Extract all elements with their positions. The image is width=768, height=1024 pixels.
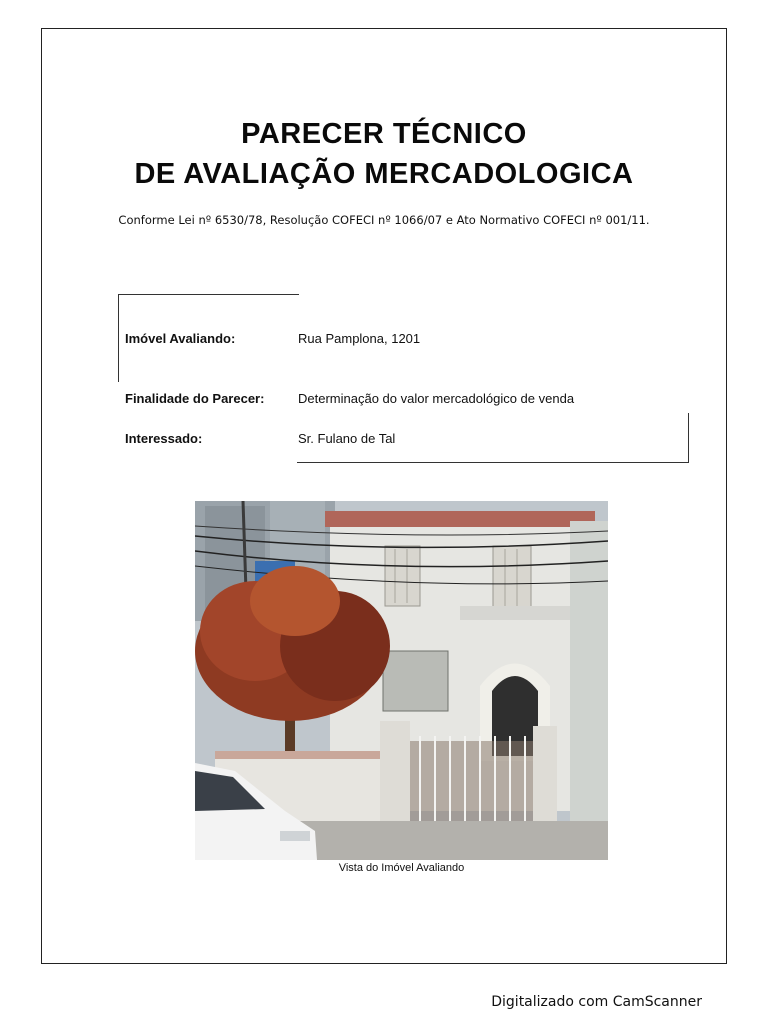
purpose-label: Finalidade do Parecer: bbox=[125, 391, 265, 406]
property-photo bbox=[195, 501, 608, 860]
document-title-line1: PARECER TÉCNICO bbox=[241, 118, 527, 150]
legal-reference-subtitle: Conforme Lei nº 6530/78, Resolução COFECI nº 1066/07 e Ato Normativo COFECI nº 001/11. bbox=[118, 213, 650, 227]
client-value: Sr. Fulano de Tal bbox=[298, 431, 396, 446]
document-title-line2: DE AVALIAÇÃO MERCADOLOGICA bbox=[134, 158, 634, 190]
photo-caption: Vista do Imóvel Avaliando bbox=[338, 862, 465, 874]
house-photo-illustration bbox=[195, 501, 608, 860]
purpose-value: Determinação do valor mercadológico de venda bbox=[298, 391, 575, 406]
client-label: Interessado: bbox=[125, 431, 203, 446]
scanner-watermark: Digitalizado com CamScanner bbox=[491, 994, 702, 1010]
property-label: Imóvel Avaliando: bbox=[125, 331, 236, 346]
property-value: Rua Pamplona, 1201 bbox=[298, 331, 421, 346]
